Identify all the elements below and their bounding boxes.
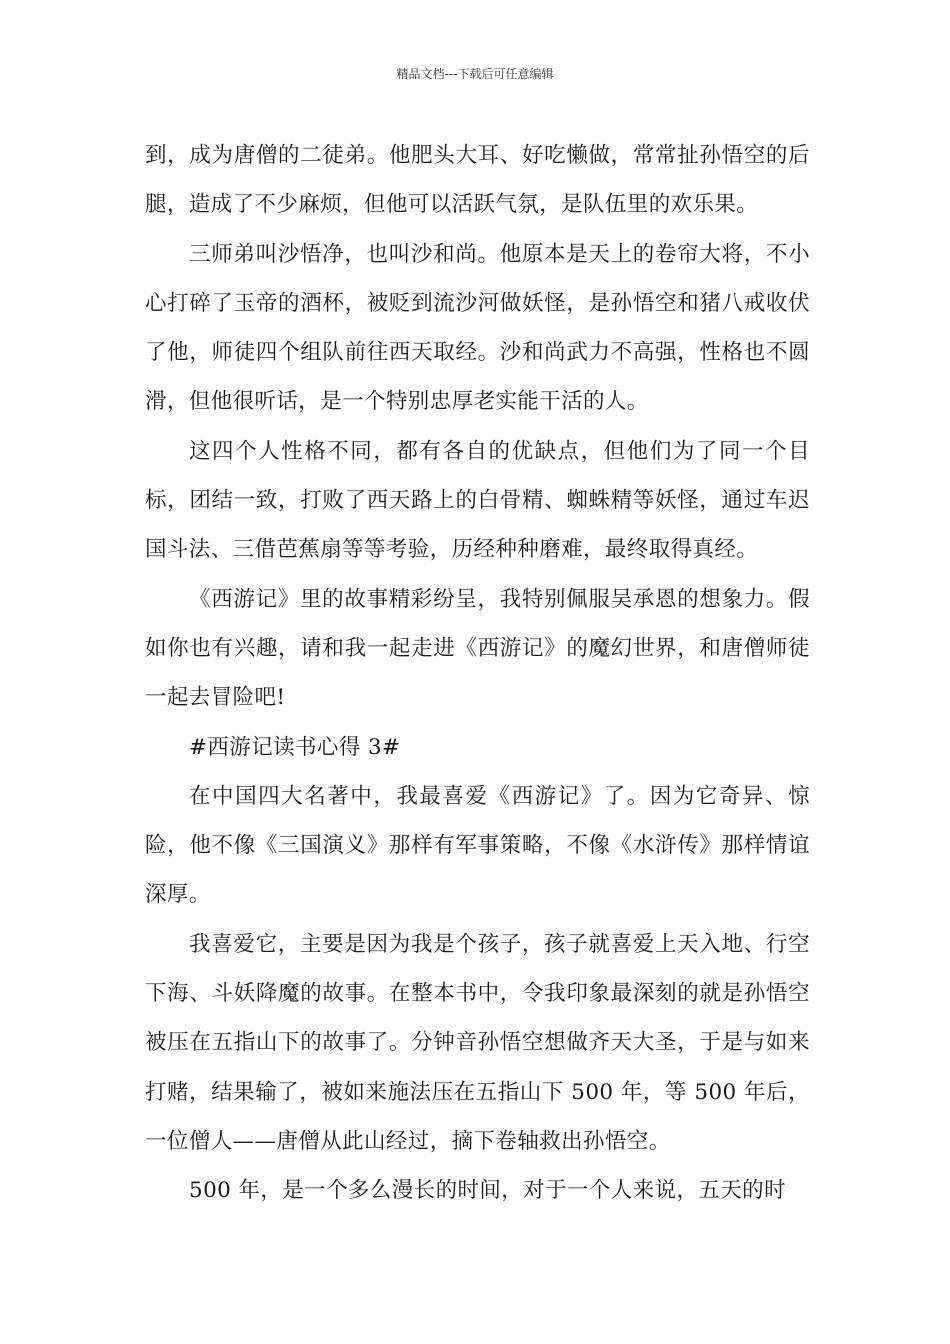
paragraph-4: 《西游记》里的故事精彩纷呈，我特别佩服吴承恩的想象力。假如你也有兴趣，请和我一起走进《西游记》的魔幻世界，和唐僧师徒一起去冒险吧! [145, 586, 810, 711]
section-heading: #西游记读书心得 3# [189, 734, 401, 760]
paragraph-5: 在中国四大名著中，我最喜爱《西游记》了。因为它奇异、惊险，他不像《三国演义》那样有军事策略，不像《水浒传》那样情谊深厚。 [145, 783, 810, 908]
document-body [145, 131, 810, 1216]
page-header: 精品文档---下载后可任意编辑 [396, 67, 554, 81]
paragraph-2: 三师弟叫沙悟净，也叫沙和尚。他原本是天上的卷帘大将，不小心打碎了玉帝的酒杯，被贬到流沙河做妖怪，是孙悟空和猪八戒收伏了他，师徒四个组队前往西天取经。沙和尚武力不高强，性格也不圆滑，但他很听话，是一个特别忠厚老实能干活的人。 [145, 241, 810, 415]
paragraph-1: 到，成为唐僧的二徒弟。他肥头大耳、好吃懒做，常常扯孙悟空的后腿，造成了不少麻烦，但他可以活跃气氛，是队伍里的欢乐果。 [145, 143, 810, 218]
paragraph-3: 这四个人性格不同，都有各自的优缺点，但他们为了同一个目标，团结一致，打败了西天路上的白骨精、蜘蛛精等妖怪，通过车迟国斗法、三借芭蕉扇等等考验，历经种种磨难，最终取得真经。 [145, 438, 810, 563]
paragraph-6: 我喜爱它，主要是因为我是个孩子，孩子就喜爱上天入地、行空下海、斗妖降魔的故事。在整本书中，令我印象最深刻的就是孙悟空被压在五指山下的故事了。分钟音孙悟空想做齐天大圣，于是与如来打赌，结果输了，被如来施法压在五指山下 500 年，等 500 年后，一位僧人——唐僧从此山经过，摘下卷轴救出孙悟空。 [145, 931, 810, 1154]
paragraph-7: 500 年，是一个多么漫长的时间，对于一个人来说，五天的时 [189, 1178, 786, 1204]
